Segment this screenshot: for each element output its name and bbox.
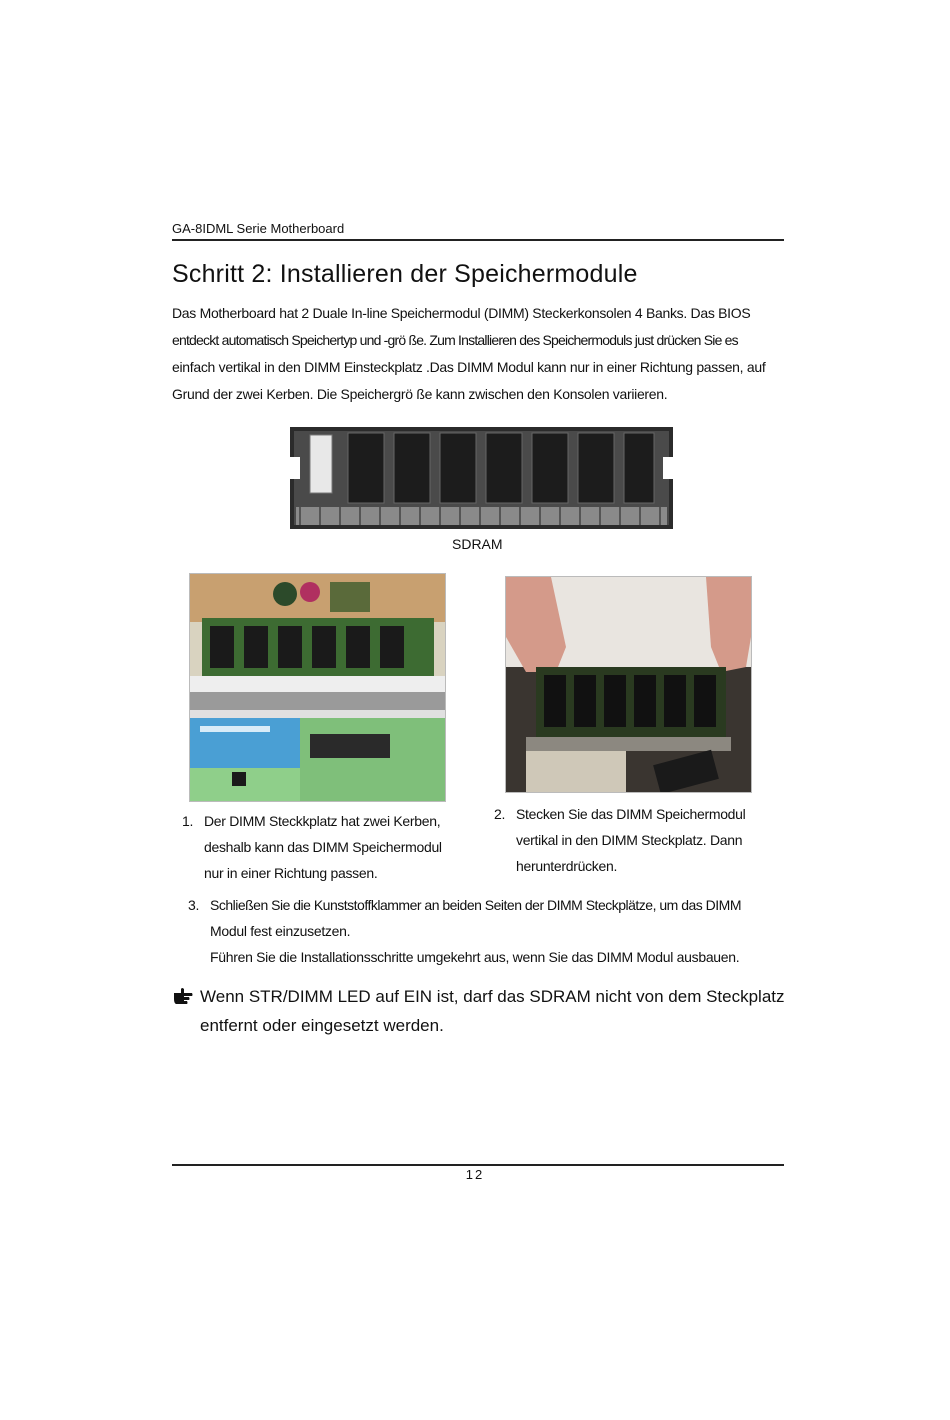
sdram-module-image [290,427,673,529]
step-line: deshalb kann das DIMM Speichermodul [204,839,442,855]
step-line: Stecken Sie das DIMM Speichermodul [516,806,746,822]
step-line: Schließen Sie die Kunststoffklammer an beiden Seiten der DIMM Steckplätze, um das DIMM [210,897,741,913]
step-line: Modul fest einzusetzen. [210,923,351,939]
step-line: vertikal in den DIMM Steckplatz. Dann [516,832,743,848]
note-line: entfernt oder eingesetzt werden. [200,1016,444,1035]
section-title: Schritt 2: Installieren der Speichermodule [172,260,638,288]
led-warning-note [172,982,788,1040]
step-line: Führen Sie die Installationsschritte umgekehrt aus, wenn Sie das DIMM Modul ausbauen. [210,949,740,965]
step-line: Der DIMM Steckkplatz hat zwei Kerben, [204,813,441,829]
intro-paragraph [172,300,786,408]
step-1 [182,808,472,886]
step-number: 3. [188,897,200,913]
footer-rule [172,1164,784,1166]
step-2 [494,801,784,879]
intro-line: Das Motherboard hat 2 Duale In-line Speichermodul (DIMM) Steckerkonsolen 4 Banks. Das BIOS [172,305,751,321]
sdram-caption: SDRAM [452,536,503,552]
step-3 [188,892,788,970]
pointing-hand-icon [172,985,194,1014]
dimm-slot-photo [189,573,446,802]
running-header: GA-8IDML Serie Motherboard [172,221,345,236]
intro-line: einfach vertikal in den DIMM Einsteckplatz .Das DIMM Modul kann nur in einer Richtung passen, auf [172,359,766,375]
step-number: 1. [182,813,194,829]
step-number: 2. [494,806,506,822]
intro-line: entdeckt automatisch Speichertyp und -grö ße. Zum Installieren des Speichermoduls just drücken Sie es [172,332,738,348]
page-number: 12 [465,1167,485,1182]
note-line: Wenn STR/DIMM LED auf EIN ist, darf das SDRAM nicht von dem Steckplatz [200,987,785,1006]
header-rule [172,239,784,241]
intro-line: Grund der zwei Kerben. Die Speichergrö ße kann zwischen den Konsolen variieren. [172,386,668,402]
step-line: nur in einer Richtung passen. [204,865,378,881]
step-line: herunterdrücken. [516,858,618,874]
module-insertion-photo [505,576,752,793]
